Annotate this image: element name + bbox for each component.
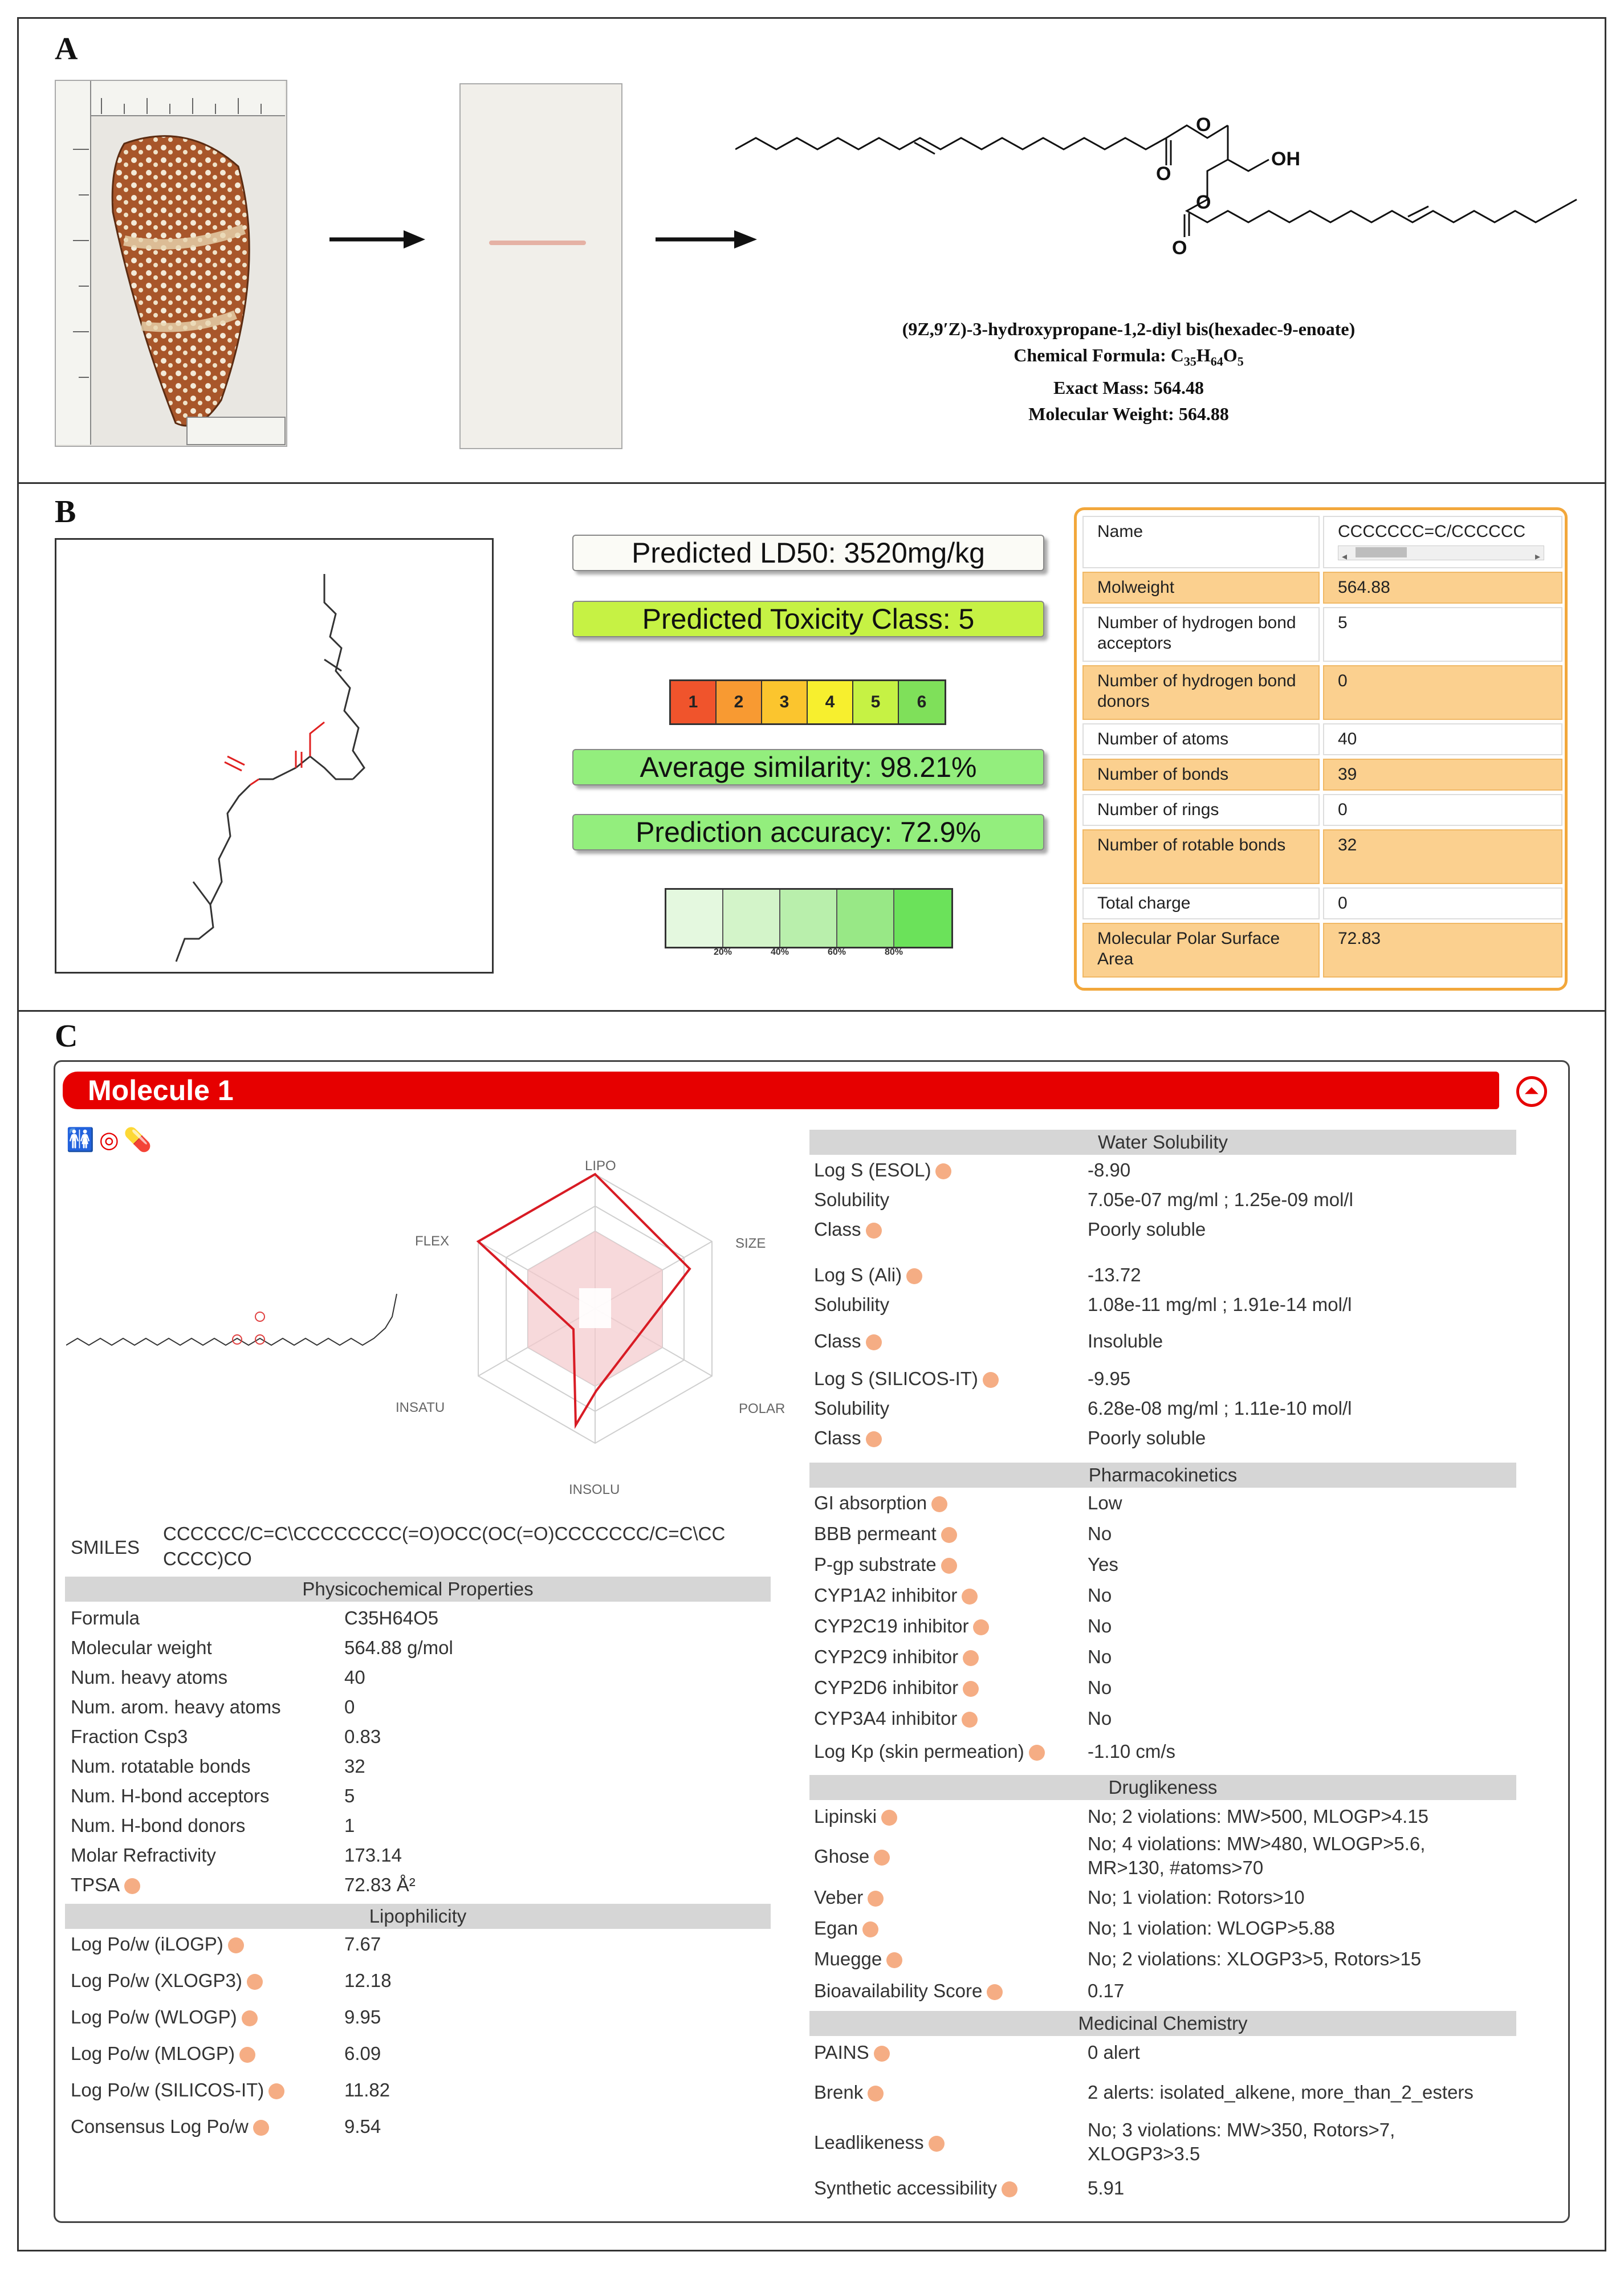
accuracy-cell bbox=[723, 890, 780, 947]
property-row: Number of hydrogen bond acceptors 5 bbox=[1082, 607, 1562, 662]
toxicity-class-cell: 2 bbox=[717, 681, 762, 723]
predicted-ld50: Predicted LD50: 3520mg/kg bbox=[572, 535, 1044, 571]
info-icon[interactable] bbox=[973, 1619, 989, 1635]
structure-2d-box bbox=[55, 538, 494, 974]
tlc-plate-photo bbox=[459, 83, 622, 449]
radar-label-lipo: LIPO bbox=[585, 1158, 616, 1174]
toxicity-class-cell: 6 bbox=[899, 681, 945, 723]
panel-label-a: A bbox=[55, 31, 78, 67]
property-key: Veber bbox=[814, 1887, 884, 1908]
scroll-right-icon[interactable]: ▸ bbox=[1535, 551, 1540, 562]
property-value: 72.83 Å² bbox=[344, 1874, 416, 1895]
info-icon[interactable] bbox=[987, 1984, 1003, 2000]
molecular-weight: Molecular Weight: 564.88 bbox=[1028, 404, 1229, 425]
property-value: -8.90 bbox=[1088, 1159, 1131, 1180]
property-value: No; 1 violation: Rotors>10 bbox=[1088, 1887, 1305, 1908]
accuracy-tick-label: 60% bbox=[828, 947, 846, 957]
info-icon[interactable] bbox=[239, 2047, 255, 2063]
property-key: Ghose bbox=[814, 1846, 890, 1867]
smiles-label: SMILES bbox=[71, 1537, 140, 1558]
accuracy-cell bbox=[894, 890, 951, 947]
property-value: 7.67 bbox=[344, 1933, 381, 1955]
property-value: Poorly soluble bbox=[1088, 1427, 1206, 1448]
swissadme-molecule-card bbox=[54, 1060, 1570, 2223]
radar-label-polar: POLAR bbox=[739, 1401, 785, 1416]
prediction-accuracy: Prediction accuracy: 72.9% bbox=[572, 814, 1044, 850]
property-key: CYP2C19 inhibitor bbox=[814, 1615, 989, 1637]
property-key: Class bbox=[814, 1330, 882, 1352]
property-key: Molar Refractivity bbox=[71, 1845, 216, 1866]
property-value: 0 alert bbox=[1088, 2042, 1140, 2063]
property-value: No; 3 violations: MW>350, Rotors>7, bbox=[1088, 2119, 1395, 2140]
info-icon[interactable] bbox=[868, 1891, 884, 1907]
property-key: Synthetic accessibility bbox=[814, 2177, 1017, 2199]
info-icon[interactable] bbox=[881, 1810, 897, 1826]
target-icon[interactable]: ◎ bbox=[99, 1127, 124, 1153]
property-row: Number of hydrogen bond donors 0 bbox=[1082, 665, 1562, 720]
info-icon[interactable] bbox=[866, 1431, 882, 1447]
arrow-icon bbox=[329, 228, 426, 251]
property-key: CYP2C9 inhibitor bbox=[814, 1646, 979, 1668]
toxicity-class-scale bbox=[669, 679, 946, 725]
property-row: Molecular Polar Surface Area 72.83 bbox=[1082, 923, 1562, 978]
smiles-line: CCCCCC/C=C\CCCCCCCC(=O)OCC(OC(=O)CCCCCCC/C=C\CC bbox=[163, 1523, 726, 1544]
property-key: Num. rotatable bonds bbox=[71, 1756, 251, 1777]
property-key: Solubility bbox=[814, 1189, 890, 1210]
info-icon[interactable] bbox=[247, 1974, 263, 1990]
accuracy-scale bbox=[665, 888, 953, 948]
property-key: Num. heavy atoms bbox=[71, 1667, 228, 1688]
property-value: No; 1 violation: WLOGP>5.88 bbox=[1088, 1917, 1335, 1939]
atom-o-label: O bbox=[1172, 237, 1187, 259]
property-value: 6.09 bbox=[344, 2043, 381, 2064]
info-icon[interactable] bbox=[1029, 1745, 1045, 1761]
name-horizontal-scrollbar[interactable] bbox=[1338, 545, 1544, 560]
info-icon[interactable] bbox=[868, 2086, 884, 2102]
property-value: No bbox=[1088, 1677, 1112, 1698]
property-key: BBB permeant bbox=[814, 1523, 957, 1545]
bioavailability-radar bbox=[445, 1151, 775, 1505]
info-icon[interactable] bbox=[253, 2120, 269, 2136]
molecule-2d-thumbnail bbox=[66, 1282, 402, 1362]
property-key: Log S (SILICOS-IT) bbox=[814, 1368, 999, 1390]
molecular-properties-table bbox=[1074, 507, 1568, 991]
property-key: Log Kp (skin permeation) bbox=[814, 1741, 1045, 1762]
section-water-solubility: Water Solubility bbox=[809, 1130, 1516, 1155]
accuracy-cell bbox=[666, 890, 723, 947]
property-key: Class bbox=[814, 1427, 882, 1449]
property-key: Log S (ESOL) bbox=[814, 1159, 951, 1181]
info-icon[interactable] bbox=[963, 1681, 979, 1697]
property-key: Brenk bbox=[814, 2082, 884, 2103]
info-icon[interactable] bbox=[941, 1558, 957, 1574]
property-value: -9.95 bbox=[1088, 1368, 1131, 1389]
property-row: Number of rings 0 bbox=[1082, 794, 1562, 826]
pill-icon[interactable]: 💊 bbox=[123, 1127, 157, 1153]
property-row: Total charge 0 bbox=[1082, 887, 1562, 919]
accuracy-tick-label: 80% bbox=[885, 947, 903, 957]
cone-shell-photo bbox=[55, 80, 287, 447]
property-key: Fraction Csp3 bbox=[71, 1726, 188, 1747]
cone-shell-image bbox=[56, 81, 286, 446]
property-key: P-gp substrate bbox=[814, 1554, 957, 1575]
property-value: 0.17 bbox=[1088, 1980, 1125, 2001]
property-row: Name CCCCCCC=C/CCCCCC ◂ ▸ bbox=[1082, 516, 1562, 568]
property-key: Num. arom. heavy atoms bbox=[71, 1696, 281, 1717]
toxicity-class-cell: 3 bbox=[762, 681, 808, 723]
info-icon[interactable] bbox=[983, 1372, 999, 1388]
property-value: Insoluble bbox=[1088, 1330, 1163, 1351]
property-key: Log Po/w (XLOGP3) bbox=[71, 1970, 263, 1992]
property-value: 9.54 bbox=[344, 2116, 381, 2137]
predicted-toxicity-class: Predicted Toxicity Class: 5 bbox=[572, 601, 1044, 637]
radar-label-flex: FLEX bbox=[415, 1233, 450, 1249]
property-row: Number of rotable bonds 32 bbox=[1082, 829, 1562, 884]
info-icon[interactable] bbox=[874, 2046, 890, 2062]
info-icon[interactable] bbox=[866, 1223, 882, 1239]
property-value: 5 bbox=[344, 1785, 355, 1806]
property-key: TPSA bbox=[71, 1874, 140, 1896]
accuracy-cell bbox=[780, 890, 837, 947]
atom-oh-label: OH bbox=[1271, 148, 1300, 170]
radar-label-size: SIZE bbox=[735, 1236, 766, 1251]
property-value: 0 bbox=[344, 1696, 355, 1717]
toxicity-class-cell: 1 bbox=[671, 681, 717, 723]
property-value: 6.28e-08 mg/ml ; 1.11e-10 mol/l bbox=[1088, 1398, 1352, 1419]
property-key: PAINS bbox=[814, 2042, 890, 2063]
property-key: GI absorption bbox=[814, 1492, 947, 1514]
radar-label-insatu: INSATU bbox=[396, 1400, 445, 1415]
property-key: CYP3A4 inhibitor bbox=[814, 1708, 978, 1729]
divider-a-b bbox=[17, 482, 1606, 484]
property-value: 11.82 bbox=[344, 2079, 390, 2100]
property-value: 1 bbox=[344, 1815, 355, 1836]
divider-b-c bbox=[17, 1010, 1606, 1012]
panel-label-b: B bbox=[55, 494, 76, 530]
info-icon[interactable] bbox=[886, 1952, 902, 1968]
accuracy-tick-label: 20% bbox=[714, 947, 732, 957]
tlc-spot-band bbox=[489, 241, 586, 245]
molecule-title-bar: Molecule 1 bbox=[63, 1072, 1499, 1109]
radar-label-insolu: INSOLU bbox=[569, 1482, 620, 1497]
people-icon[interactable]: 🚻 bbox=[66, 1127, 99, 1153]
chemical-structure-skeletal bbox=[735, 108, 1579, 279]
property-value: No bbox=[1088, 1708, 1112, 1729]
property-key: Num. H-bond donors bbox=[71, 1815, 246, 1836]
property-value: No bbox=[1088, 1523, 1112, 1544]
section-physicochemical: Physicochemical Properties bbox=[65, 1577, 771, 1602]
property-key: Muegge bbox=[814, 1948, 902, 1970]
compound-name: (9Z,9′Z)-3-hydroxypropane-1,2-diyl bis(hexadec-9-enoate) bbox=[902, 319, 1356, 339]
property-value: 9.95 bbox=[344, 2006, 381, 2027]
collapse-up-icon[interactable]: ⏶ bbox=[1516, 1076, 1547, 1107]
chemical-formula: Chemical Formula: $C_{35}H_{64}O_5$ bbox=[1014, 345, 1244, 369]
property-key: Consensus Log Po/w bbox=[71, 2116, 269, 2137]
compound-caption bbox=[792, 316, 1465, 427]
property-key: Bioavailability Score bbox=[814, 1980, 1003, 2002]
property-value: No bbox=[1088, 1615, 1112, 1636]
section-lipophilicity: Lipophilicity bbox=[65, 1904, 771, 1929]
property-row: Number of bonds 39 bbox=[1082, 759, 1562, 791]
average-similarity: Average similarity: 98.21% bbox=[572, 749, 1044, 785]
property-value: -1.10 cm/s bbox=[1088, 1741, 1176, 1762]
info-icon[interactable] bbox=[124, 1878, 140, 1894]
property-row: Number of atoms 40 bbox=[1082, 723, 1562, 755]
property-value: No; 2 violations: XLOGP3>5, Rotors>15 bbox=[1088, 1948, 1422, 1969]
section-medicinal-chemistry: Medicinal Chemistry bbox=[809, 2011, 1516, 2036]
property-key: Egan bbox=[814, 1917, 878, 1939]
info-icon[interactable] bbox=[931, 1496, 947, 1512]
toolbar-icons bbox=[66, 1126, 157, 1153]
property-value: 173.14 bbox=[344, 1845, 402, 1866]
panel-label-c: C bbox=[55, 1019, 78, 1054]
property-value: XLOGP3>3.5 bbox=[1088, 2143, 1200, 2164]
info-icon[interactable] bbox=[228, 1937, 244, 1953]
property-value: 2 alerts: isolated_alkene, more_than_2_esters bbox=[1088, 2082, 1474, 2103]
chemical-structure-2d bbox=[56, 540, 492, 972]
info-icon[interactable] bbox=[1002, 2181, 1017, 2197]
info-icon[interactable] bbox=[874, 1850, 890, 1866]
toxicity-class-cell: 4 bbox=[808, 681, 853, 723]
name-value: CCCCCCC=C/CCCCCC bbox=[1338, 522, 1526, 541]
property-key: Formula bbox=[71, 1607, 140, 1628]
atom-o-label: O bbox=[1196, 114, 1211, 136]
property-value: 40 bbox=[344, 1667, 365, 1688]
exact-mass: Exact Mass: 564.48 bbox=[1053, 377, 1204, 398]
property-value: No; 2 violations: MW>500, MLOGP>4.15 bbox=[1088, 1806, 1428, 1827]
property-value: 564.88 g/mol bbox=[344, 1637, 453, 1658]
property-value: No bbox=[1088, 1585, 1112, 1606]
property-key: CYP1A2 inhibitor bbox=[814, 1585, 978, 1606]
property-key: Num. H-bond acceptors bbox=[71, 1785, 270, 1806]
atom-o-label: O bbox=[1156, 163, 1171, 185]
smiles-line: CCCC)CO bbox=[163, 1548, 252, 1569]
property-value: C35H64O5 bbox=[344, 1607, 439, 1628]
property-value: MR>130, #atoms>70 bbox=[1088, 1857, 1264, 1878]
property-key: Solubility bbox=[814, 1294, 890, 1315]
toxicity-class-cell: 5 bbox=[853, 681, 899, 723]
property-value: Yes bbox=[1088, 1554, 1118, 1575]
info-icon[interactable] bbox=[935, 1163, 951, 1179]
property-value: 1.08e-11 mg/ml ; 1.91e-14 mol/l bbox=[1088, 1294, 1352, 1315]
property-key: Log Po/w (iLOGP) bbox=[71, 1933, 244, 1955]
info-icon[interactable] bbox=[242, 2010, 258, 2026]
info-icon[interactable] bbox=[862, 1921, 878, 1937]
property-value: 5.91 bbox=[1088, 2177, 1125, 2198]
property-value: Low bbox=[1088, 1492, 1122, 1513]
property-key: Log Po/w (WLOGP) bbox=[71, 2006, 258, 2028]
section-pharmacokinetics: Pharmacokinetics bbox=[809, 1463, 1516, 1488]
property-value: 32 bbox=[344, 1756, 365, 1777]
info-icon[interactable] bbox=[962, 1589, 978, 1605]
property-value: 12.18 bbox=[344, 1970, 392, 1991]
section-druglikeness: Druglikeness bbox=[809, 1775, 1516, 1800]
scroll-left-icon[interactable]: ◂ bbox=[1342, 551, 1348, 562]
property-key: Log S (Ali) bbox=[814, 1264, 922, 1286]
property-key: CYP2D6 inhibitor bbox=[814, 1677, 979, 1699]
info-icon[interactable] bbox=[962, 1712, 978, 1728]
accuracy-tick-label: 40% bbox=[771, 947, 789, 957]
property-value: -13.72 bbox=[1088, 1264, 1141, 1285]
property-key: Log Po/w (SILICOS-IT) bbox=[71, 2079, 284, 2101]
info-icon[interactable] bbox=[941, 1527, 957, 1543]
property-value: 0.83 bbox=[344, 1726, 381, 1747]
property-value: Poorly soluble bbox=[1088, 1219, 1206, 1240]
property-key: Molecular weight bbox=[71, 1637, 212, 1658]
scrollbar-thumb[interactable] bbox=[1356, 547, 1407, 557]
property-key: Log Po/w (MLOGP) bbox=[71, 2043, 255, 2065]
property-value: 7.05e-07 mg/ml ; 1.25e-09 mol/l bbox=[1088, 1189, 1353, 1210]
property-key: Class bbox=[814, 1219, 882, 1240]
accuracy-cell bbox=[837, 890, 894, 947]
property-key: Lipinski bbox=[814, 1806, 897, 1827]
property-key: Solubility bbox=[814, 1398, 890, 1419]
atom-o-label: O bbox=[1196, 192, 1211, 213]
info-icon[interactable] bbox=[929, 2136, 945, 2152]
info-icon[interactable] bbox=[906, 1268, 922, 1284]
info-icon[interactable] bbox=[963, 1650, 979, 1666]
property-key: Leadlikeness bbox=[814, 2132, 945, 2153]
property-value: No bbox=[1088, 1646, 1112, 1667]
property-value: No; 4 violations: MW>480, WLOGP>5.6, bbox=[1088, 1833, 1426, 1854]
property-row: Molweight 564.88 bbox=[1082, 572, 1562, 604]
info-icon[interactable] bbox=[866, 1334, 882, 1350]
info-icon[interactable] bbox=[268, 2083, 284, 2099]
